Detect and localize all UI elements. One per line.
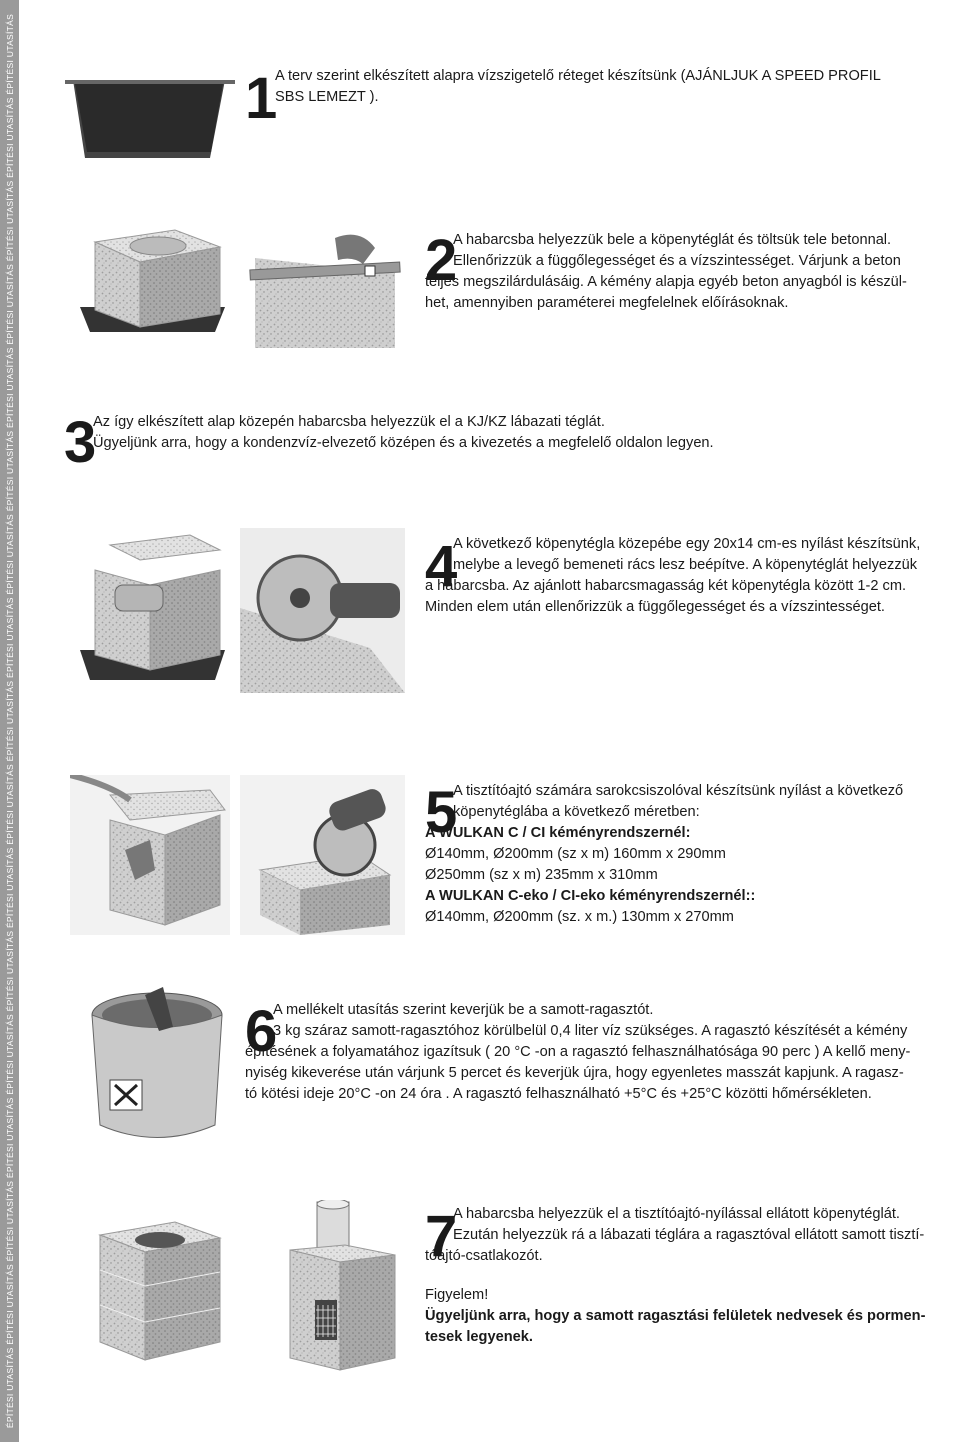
note-title: Figyelem! [425,1287,489,1303]
step-1-text: A terv szerint elkészített alapra vízszigetelő réteget készítsünk (AJÁNLJUK A SPEED PROFIL SBS LEMEZT ). [275,68,881,105]
step-2-text-a: A habarcsba helyezzük bele a köpenytéglát és töltsük tele betonnal. Ellenőrizzük a függőlegességet és a vízszintességet. Várjunk a beton [453,232,901,269]
step-2-number: 2 [425,228,458,293]
step-3-text: Az így elkészített alap közepén habarcsba helyezzük el a KJ/KZ lábazati téglát. Ügyeljünk arra, hogy a kondenzvíz-elvezető középen és a kivezetés a megfelelő oldalon legyen. [93,414,714,451]
step-4-text-b: a habarcsba. Az ajánlott habarcsmagasság két köpenytégla között 1-2 cm. Minden elem után ellenőrizzük a függőlegességet és a vízszintességet. [425,578,907,615]
side-strip [0,0,19,1442]
step-4-number: 4 [425,534,458,599]
step-5-grinder-illustration [240,775,405,935]
step-6-text-a: A mellékelt utasítás szerint keverjük be a samott-ragasztót. 3 kg száraz samott-ragasztóhoz körülbelül 0,4 liter víz szükséges. A ragasztó készítését a kémény [273,1002,908,1039]
step-6-bucket-illustration [85,985,230,1145]
step-5-text-b: A WULKAN C / CI kéményrendszernél: Ø140mm, Ø200mm (sz x m) 160mm x 290mm Ø250mm (sz x m) 235mm x 310mm A WULKAN C-eko / CI-eko kéményrendszernél:: Ø140mm, Ø200mm (sz. x m.) 130mm x 270mm [425,823,950,928]
step-1-illustration [65,60,235,165]
step-2-level-illustration [245,218,405,348]
step-7-note: Figyelem! Ügyeljünk arra, hogy a samott ragasztási felületek nedvesek és pormen- tesek legyenek. [425,1285,960,1348]
step-6-text-b: építésének a folyamatához igazítsuk ( 20 °C -on a ragasztó felhasználhatósága 90 perc ) A kellő meny- nyiség kikeverése után várjunk 5 percet és keverjük újra, hogy egyenletes masszát kapjunk. A ragasz- tó kötési ideje 20°C -on 24 óra . A ragasztó felhasználható +5°C és +25°C közötti hőmérsékleten. [245,1044,911,1102]
step-2-text-b: teljes megszilárdulásáig. A kémény alapja egyéb beton anyagból is készül- het, amennyiben paraméterei megfelelnek előírásoknak. [425,274,907,311]
step-7-chimney-illustration [285,1200,400,1375]
step-4-text-a: A következő köpenytégla közepébe egy 20x14 cm-es nyílást készítsünk, melybe a levegő bemeneti rács lesz beépítve. A köpenytéglát helyezzük [453,536,921,573]
side-strip-text: ÉPÍTÉSI UTASÍTÁS ÉPÍTÉSI UTASÍTÁS ÉPÍTÉSI UTASÍTÁS ÉPÍTÉSI UTASÍTÁS ÉPÍTÉSI UTASÍTÁS ÉPÍTÉSI UTASÍTÁS ÉPÍTÉSI UTASÍTÁS ÉPÍTÉSI UTASÍTÁS ÉPÍTÉSI UTASÍTÁS ÉPÍTÉSI UTASÍTÁS ÉPÍTÉSI UTASÍTÁS ÉPÍTÉSI UTASÍTÁS ÉPÍTÉSI UTASÍTÁS ÉPÍTÉSI UTASÍTÁS ÉPÍTÉSI UTASÍTÁS ÉPÍTÉSI UTASÍTÁS ÉPÍTÉSI UTASÍTÁS [4,13,15,1429]
step-7-number: 7 [425,1204,458,1269]
step-5-text-a: A tisztítóajtó számára sarokcsiszolóval készítsünk nyílást a következő köpenytéglába a következő méretben: [453,783,904,820]
step-3-number: 3 [64,410,97,475]
step-7-text-b: tóajtó-csatlakozót. [425,1248,543,1264]
step-6-number: 6 [245,999,278,1064]
step-5-block-illustration [70,775,230,935]
step-5-heading-c-eko: A WULKAN C-eko / CI-eko kéményrendszernél:: [425,888,756,904]
step-7-text-a: A habarcsba helyezzük el a tisztítóajtó-nyílással ellátott köpenytéglát. Ezután helyezzük rá a lábazati téglára a ragasztóval ellátott samott tisztí- [453,1206,925,1243]
step-1-number: 1 [245,66,278,131]
step-4-grinder-illustration [240,528,405,693]
step-5-number: 5 [425,780,458,845]
step-2-block-illustration [80,222,230,332]
step-4-block-illustration [80,530,230,690]
step-7-base-illustration [85,1210,230,1370]
step-5-heading-c: A WULKAN C / CI kéményrendszernél: [425,825,691,841]
